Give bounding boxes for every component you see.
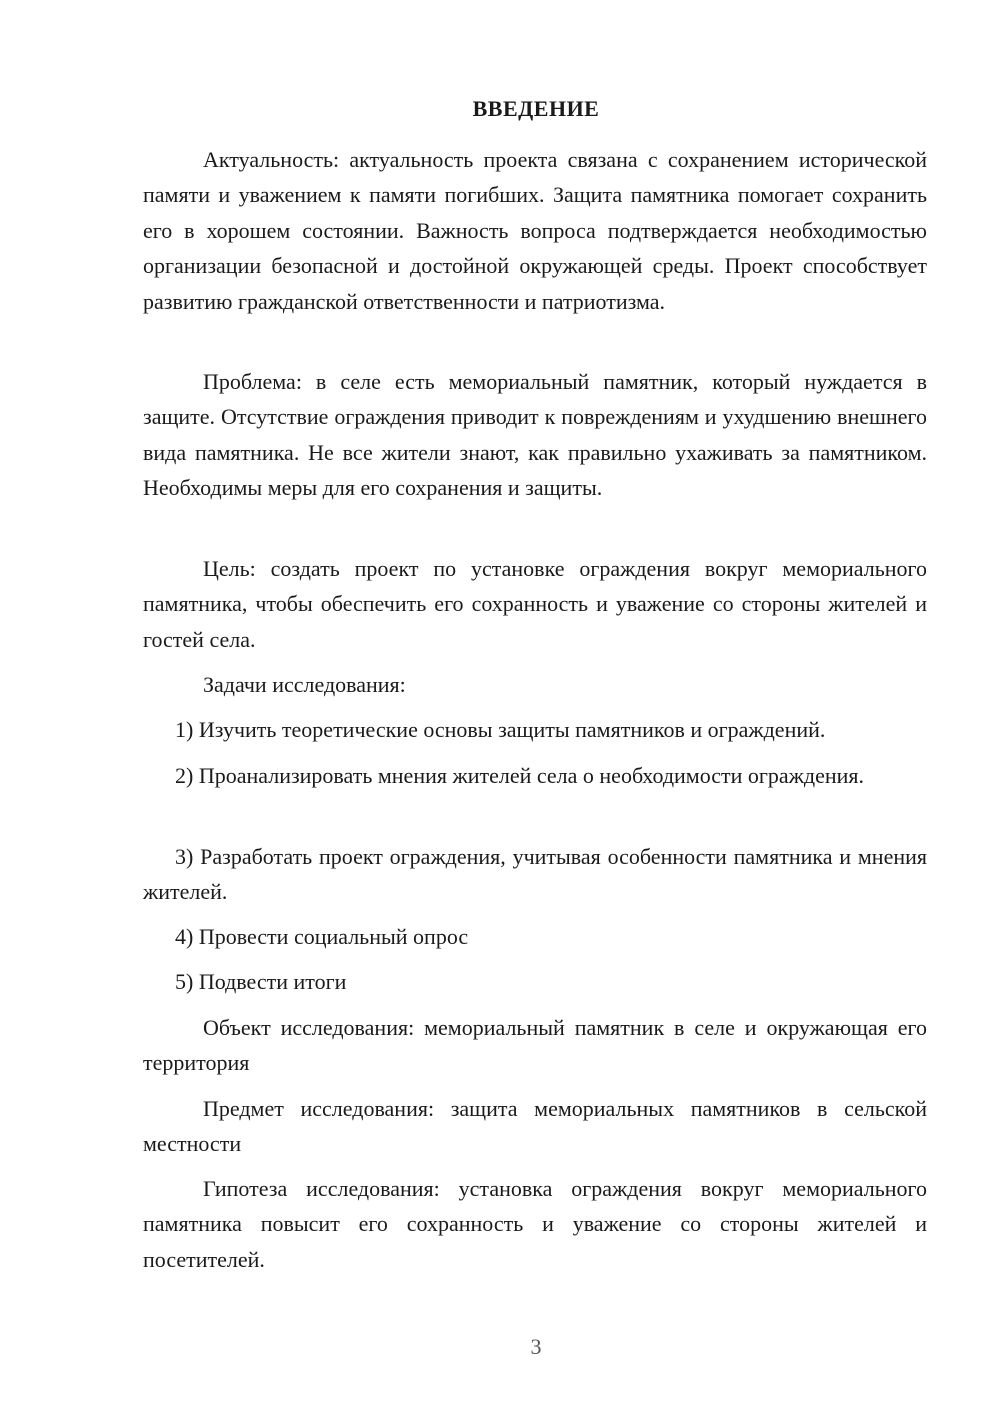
task-item-5: 5) Подвести итоги (175, 969, 347, 994)
section-title: ВВЕДЕНИЕ (472, 96, 600, 121)
task-item-1: 1) Изучить теоретические основы защиты памятников и ограждений. (175, 717, 826, 742)
paragraph-problem: Проблема: в селе есть мемориальный памятник, который нуждается в защите. Отсутствие ограждения приводит к повреждениям и ухудшению внешнего вида памятника. Не все жители знают, как правильно ухаживать за памятником. Необходимы меры для его сохранения и защиты. (143, 369, 927, 501)
paragraph-relevance: Актуальность: актуальность проекта связана с сохранением исторической памяти и уважением к памяти погибших. Защита памятника помогает сохранить его в хорошем состоянии. Важность вопроса подтверждается необходимостью организации безопасной и достойной окружающей среды. Проект способствует развитию гражданской ответственности и патриотизма. (143, 147, 927, 314)
page-number: 3 (530, 1334, 542, 1359)
paragraph-hypothesis: Гипотеза исследования: установка ограждения вокруг мемориального памятника повысит его сохранность и уважение со стороны жителей и посетителей. (143, 1176, 927, 1272)
tasks-heading: Задачи исследования: (203, 672, 406, 697)
task-item-4: 4) Провести социальный опрос (175, 924, 469, 949)
paragraph-goal: Цель: создать проект по установке ограждения вокруг мемориального памятника, чтобы обеспечить его сохранность и уважение со стороны жителей и гостей села. (143, 556, 927, 652)
task-item-3: 3) Разработать проект ограждения, учитывая особенности памятника и мнения жителей. (143, 844, 927, 905)
paragraph-object: Объект исследования: мемориальный памятник в селе и окружающая его территория (143, 1015, 927, 1076)
paragraph-subject: Предмет исследования: защита мемориальных памятников в сельской местности (143, 1096, 927, 1157)
task-item-2: 2) Проанализировать мнения жителей села о необходимости ограждения. (175, 763, 865, 788)
